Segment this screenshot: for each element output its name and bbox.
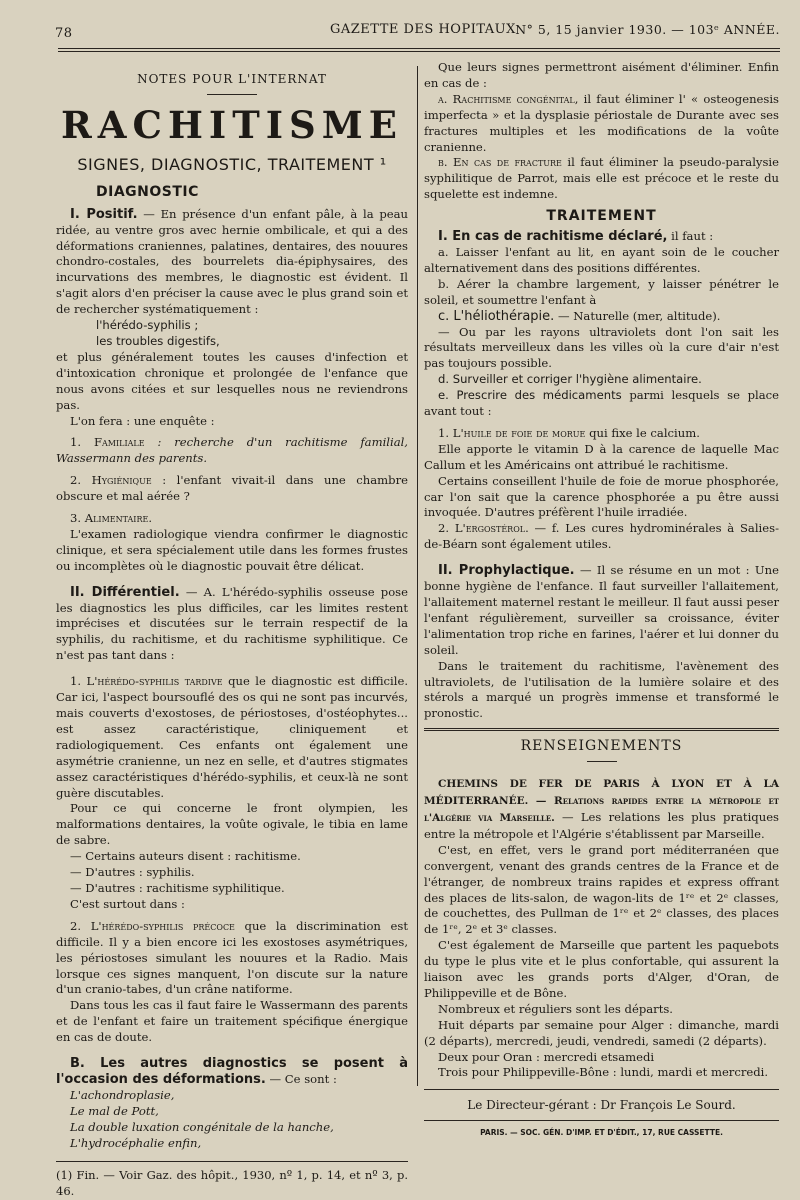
- positif-label: I. Positif.: [70, 206, 138, 222]
- e2-text: : l'enfant vivait-il dans une chambre obscure et mal aérée ?: [56, 473, 408, 504]
- traitement-c2: — Ou par les rayons ultraviolets dont l'on sait les résultats merveilleux dans les villes où la cure d'air n'est pas toujours possible.: [424, 324, 779, 371]
- footnote: (1) Fin. — Voir Gaz. des hôpit., 1930, nº 1, p. 14, et nº 3, p. 46.: [56, 1168, 408, 1199]
- main-title: RACHITISME: [61, 102, 403, 147]
- prophylactique: [424, 563, 779, 658]
- rail-r2: C'est, en effet, vers le grand port méditerranéen que convergent, venant des grands centres de la France et de l'étranger, de nombreux trains rapides et express offrant des places de lits-salon, de wagon-lits de 1ʳᵉ et 2ᵉ classes, de couchettes, des Pullman de 1ʳᵉ et 2ᵉ classes, des places de 1ʳᵉ, 2ᵉ et 3ᵉ classes.: [424, 842, 779, 937]
- te-text: parmi lesquels se place avant tout :: [424, 388, 780, 419]
- te-label: e. Prescrire des médicaments: [438, 388, 622, 403]
- t1-text: il faut :: [667, 229, 714, 244]
- hs1-text: que le diagnostic est difficile. Car ici, l'aspect boursouflé des os qui ne sont pas incurvés, mais couverts d'exostoses, de périostoses, d'ostéophytes... est assez caractéristique, cliniquement et radiologiquement. Ces enfants ont également une asymétrie cranienne, un nez en selle, et d'autres stigmates assez caractéristiques d'hérédo-syphilis, et ceux-là ne sont guère discutables.: [56, 674, 408, 800]
- b-text: — Ce sont :: [265, 1071, 337, 1086]
- enquete-familiale: [56, 435, 408, 467]
- imprint-line: PARIS. — SOC. GÉN. D'IMP. ET D'ÉDIT., 17, RUE CASSETTE.: [480, 1128, 723, 1138]
- footnote-rule: [56, 1161, 408, 1162]
- rail-r6: Deux pour Oran : mercredi etsamedi: [438, 1049, 655, 1064]
- auteurs-1: — Certains auteurs disent : rachitisme.: [70, 849, 301, 864]
- huile-phosphoree: Certains conseillent l'huile de foie de morue phosphorée, car l'on sait que la carence phosphorée a pu être aussi invoquée. D'autres préfèrent l'huile irradiée.: [424, 473, 779, 520]
- front-paragraph: Pour ce qui concerne le front olympien, les malformations dentaires, la voûte ogivale, le tibia en lame de sabre.: [56, 801, 408, 848]
- column-divider: [417, 66, 418, 1086]
- traitement-heading: TRAITEMENT: [546, 208, 657, 225]
- auteurs-2: — D'autres : syphilis.: [70, 865, 195, 880]
- cause-heredo: l'hérédo-syphilis ;: [96, 318, 199, 333]
- right-column: [424, 60, 779, 1141]
- rail-text: — Les relations les plus pratiques entre la métropole et l'Algérie s'établissent par Marseille.: [424, 809, 780, 841]
- p-text: — Il se résume en un mot : Une bonne hygiène de l'enfance. Il faut surveiller l'allaitement, l'allaitement maternel restant le meilleur. Il faut aussi peser l'enfant régulièrement, surveiller sa croissance, éviter l'alimentation trop riche en farines, l'aérer et lui donner du soleil.: [424, 563, 779, 657]
- rail-r3: C'est également de Marseille que partent les paquebots du type le plus vite et le plus confortable, qui assurent la liaison avec les grands ports d'Alger, d'Oran, de Philippeville et de Bône.: [424, 938, 779, 1000]
- e3-label: 3. Alimentaire.: [70, 511, 153, 526]
- diag-luxation: La double luxation congénitale de la hanche,: [70, 1119, 334, 1134]
- subtitle: SIGNES, DIAGNOSTIC, TRAITEMENT ¹: [77, 154, 387, 174]
- tc-label: c. L'héliothérapie.: [438, 308, 555, 324]
- tc-text: — Naturelle (mer, altitude).: [554, 308, 721, 323]
- traitement-a: a. Laisser l'enfant au lit, en ayant soin de le coucher alternativement dans des positions différentes.: [424, 244, 779, 275]
- cause-digestive: les troubles digestifs,: [96, 333, 220, 348]
- vitamin-d: Elle apporte le vitamin D à la carence de laquelle Mac Callum et les Américains ont attribué le rachitisme.: [424, 441, 779, 472]
- e1-text: : recherche d'un rachitisme familial, Wassermann des parents.: [56, 435, 408, 466]
- imprint-rule: [424, 1120, 779, 1121]
- h2-text: — f. Les cures hydrominérales à Salies-de-Béarn sont également utiles.: [424, 521, 779, 552]
- surtout-line: C'est surtout dans :: [70, 896, 185, 911]
- progres-paragraph: Dans le traitement du rachitisme, l'avènement des ultraviolets, de l'utilisation de la lumière solaire et des stérols a marqué un progrès immense et transformé le pronostic.: [424, 658, 779, 721]
- t1-label: I. En cas de rachitisme déclaré,: [438, 229, 668, 245]
- h1-label: 1. L'huile de foie de morue: [438, 425, 586, 440]
- header-rule-2: [58, 51, 780, 52]
- auteurs-3: — D'autres : rachitisme syphilitique.: [70, 880, 285, 895]
- b-label-right: b. En cas de fracture: [438, 155, 562, 170]
- traitement-b: b. Aérer la chambre largement, y laisser pénétrer le soleil, et soumettre l'enfant à: [424, 276, 779, 307]
- rail-paragraph: [424, 776, 779, 843]
- hs2-label: 2. L'hérédo-syphilis précoce: [70, 918, 235, 933]
- hs2-text: que la discrimination est difficile. Il y a bien encore ici les exostoses asymétriques, les périostoses simulant les nouures et la Radio. Mais lorsque ces signes manquent, l'on discute sur la nature d'un cranio-tabes, d'un crâne natiforme.: [56, 918, 408, 997]
- radiologie-paragraph: L'examen radiologique viendra confirmer le diagnostic clinique, et sera spécialement utile dans les formes frustes ou incomplètes où le diagnostic pouvait être délicat.: [56, 526, 408, 573]
- e2-label: 2. Hygiénique: [70, 473, 152, 488]
- heredo-precoce-paragraph: [56, 919, 408, 999]
- ergosterol: [424, 521, 779, 553]
- cas-fracture: [424, 155, 779, 203]
- hs1-label: 1. L'hérédo-syphilis tardive: [70, 674, 223, 689]
- e1-label: 1. Familiale: [70, 435, 145, 450]
- traitement-c: [424, 309, 779, 325]
- director-rule: [424, 1089, 779, 1090]
- enquete-line: L'on fera : une enquête :: [70, 413, 215, 428]
- causes-paragraph: et plus généralement toutes les causes d'infection et d'intoxication chronique et prolongée de l'enfance que nous avons citées et sur lesquelles nous ne reviendrons pas.: [56, 349, 408, 412]
- issue-info: N° 5, 15 janvier 1930. — 103ᵉ ANNÉE.: [515, 22, 780, 37]
- rachitisme-declare: [424, 229, 779, 245]
- page-number: 78: [55, 26, 73, 41]
- autres-diagnostics: [56, 1056, 408, 1088]
- rens-dash: [587, 761, 617, 762]
- diff-text: — A. L'hérédo-syphilis osseuse pose les diagnostics les plus difficiles, car les limites restent imprécises et discutées sur le terrain respectif de la syphilis, du rachitisme, et du rachitisme syphilitique. Ce n'est pas tant dans :: [56, 584, 408, 663]
- section-rule: [424, 728, 779, 731]
- traitement-e: [424, 388, 779, 420]
- h2-label: 2. L'ergostérol.: [438, 521, 529, 536]
- doute-paragraph: Dans tous les cas il faut faire le Wassermann des parents et de l'enfant et faire un traitement spécifique énergique en cas de doute.: [56, 998, 408, 1045]
- rail-r4: Nombreux et réguliers sont les départs.: [438, 1001, 673, 1016]
- rail-head: CHEMINS DE FER DE PARIS À LYON ET À LA MÉDITERRANÉE. — Relations rapides entre la métropole et l'Algérie via Marseille.: [424, 778, 779, 824]
- diag-pott: Le mal de Pott,: [70, 1103, 159, 1118]
- positif-paragraph: [56, 207, 408, 318]
- diag-hydrocephalie: L'hydrocéphalie enfin,: [70, 1135, 202, 1150]
- a-label: a. Rachitisme congénital: [438, 91, 575, 106]
- p-label: II. Prophylactique.: [438, 563, 575, 579]
- header-rule: [58, 48, 780, 49]
- a-text: , il faut éliminer l' « osteogenesis imperfecta » et la dysplasie périostale de Durante avec ses fractures multiples et les modifications de la voûte cranienne.: [424, 91, 780, 154]
- rail-r5: Huit départs par semaine pour Alger : dimanche, mardi (2 départs), mercredi, jeudi, vendredi, samedi (2 départs).: [424, 1017, 779, 1048]
- huile-foie-morue: [424, 426, 779, 442]
- diag-achondroplasie: L'achondroplasie,: [70, 1087, 175, 1102]
- positif-text: — En présence d'un enfant pâle, à la peau ridée, au ventre gros avec hernie ombilicale, et qui a des déformations craniennes, palatines, dentaires, des nouures chondro-costales, des bourrelets dia-épiphysaires, des incurvations des membres, le diagnostic est évident. Il s'agit alors d'en préciser la cause avec le plus grand soin et de rechercher systématiquement :: [56, 206, 408, 317]
- left-column: [56, 62, 408, 1200]
- notes-title: NOTES POUR L'INTERNAT: [137, 72, 327, 86]
- heredo-tardive-paragraph: [56, 674, 408, 801]
- intro-paragraph: Que leurs signes permettront aisément d'éliminer. Enfin en cas de :: [424, 60, 779, 90]
- b-label: B. Les autres diagnostics se posent à l'occasion des déformations.: [56, 1056, 408, 1087]
- enquete-hygienique: [56, 473, 408, 505]
- differentiel-paragraph: [56, 585, 408, 665]
- traitement-d: d. Surveiller et corriger l'hygiène alimentaire.: [438, 372, 702, 387]
- rachitisme-congenital: [424, 92, 779, 156]
- enquete-alimentaire: [56, 511, 408, 527]
- page-header: [55, 20, 780, 44]
- journal-title: GAZETTE DES HOPITAUX: [330, 22, 516, 37]
- diff-label: II. Différentiel.: [70, 584, 180, 600]
- title-bar: [207, 94, 257, 95]
- diagnostic-heading: DIAGNOSTIC: [96, 183, 199, 200]
- renseignements-heading: RENSEIGNEMENTS: [520, 738, 683, 755]
- director-line: Le Directeur-gérant : Dr François Le Sourd.: [467, 1098, 736, 1113]
- h1-text: qui fixe le calcium.: [585, 425, 700, 440]
- b-text-right: il faut éliminer la pseudo-paralysie syphilitique de Parrot, mais elle est précoce et le reste du squelette est indemne.: [424, 155, 779, 202]
- rail-r7: Trois pour Philippeville-Bône : lundi, mardi et mercredi.: [438, 1065, 769, 1080]
